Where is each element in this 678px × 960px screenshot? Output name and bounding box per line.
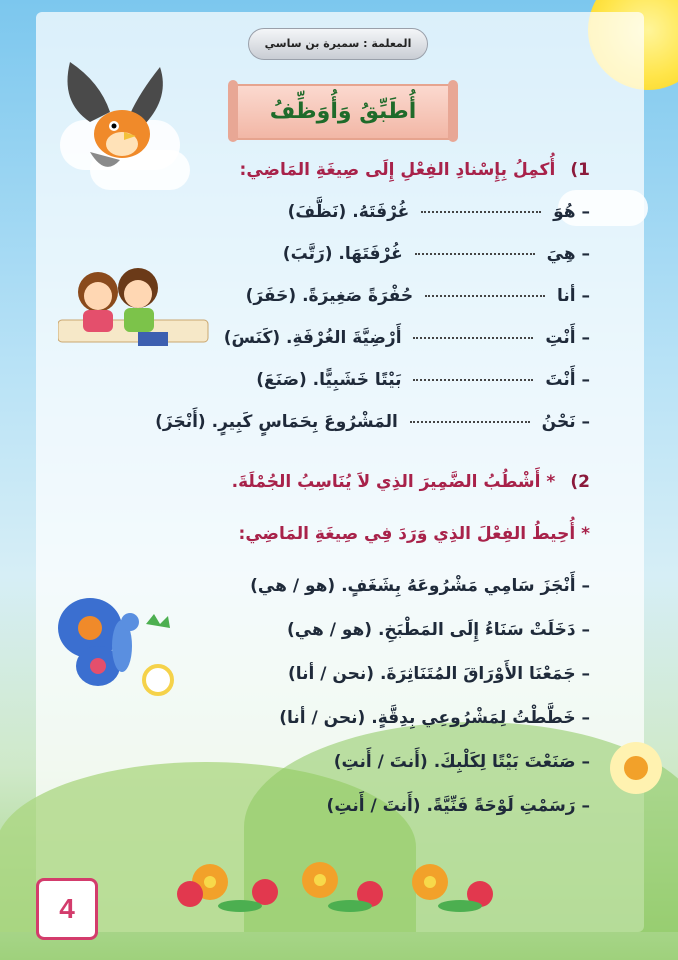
answer-blank[interactable] (425, 295, 545, 297)
daisy-decoration (604, 736, 668, 800)
section1-instruction: أُكمِلُ بِإِسْنادِ الفِعْلِ إِلَى صِيغَةِ المَاضِي: (239, 160, 556, 180)
answer-blank[interactable] (421, 211, 541, 213)
flowers-border-decoration (170, 842, 520, 922)
pronoun-label: – هُوَ (553, 202, 590, 222)
children-reading-illustration (58, 262, 218, 362)
pronoun-label: – أنا (556, 286, 590, 306)
page-title: أُطَبِّقُ وَأُوَظِّفُ (269, 99, 417, 124)
pronoun-label: – نَحْنُ (541, 412, 590, 432)
fill-line (256, 370, 590, 390)
pronoun-label: – هِيَ (546, 244, 590, 264)
answer-blank[interactable] (415, 253, 535, 255)
answer-blank[interactable] (413, 337, 533, 339)
pronoun-label: – أَنْتِ (545, 328, 590, 348)
pronoun-label: – أَنْتَ (545, 370, 590, 390)
sentence-rest: غُرْفَتَهُ. (نَظَّفَ) (287, 202, 410, 222)
section1-heading (240, 160, 590, 180)
answer-blank[interactable] (413, 379, 533, 381)
section2-heading (232, 472, 590, 492)
exercise-sentence[interactable]: – رَسَمْتِ لَوْحَةً فَنِّيَّةً. (أَنتَ / أَنتِ) (326, 796, 590, 816)
sentence-rest: أَرْضِيَّةَ الغُرْفَةِ. (كَنَسَ) (223, 328, 402, 348)
fill-line (246, 286, 590, 306)
page-number-badge: 4 (36, 878, 98, 940)
fill-line (288, 202, 590, 222)
section1-number: 1) (570, 160, 590, 180)
title-banner (236, 84, 450, 140)
teacher-name-badge: المعلمة : سميرة بن ساسي (248, 28, 428, 60)
exercise-sentence[interactable]: – أَنْجَزَ سَامِي مَشْرُوعَهُ بِشَغَفٍ. (هو / هي) (250, 576, 590, 596)
sentence-rest: غُرْفَتَهَا. (رَتَّبَ) (282, 244, 403, 264)
fill-line (283, 244, 590, 264)
exercise-sentence[interactable]: – صَنَعْتَ بَيْتًا لِكَلْبِكَ. (أَنتَ / أَنتِ) (333, 752, 590, 772)
section2-instruction: * أَشْطُبُ الضَّمِيرَ الذِي لاَ يُنَاسِبُ الجُمْلَةَ. (231, 472, 556, 492)
section2-subinstruction: * أُحِيطُ الفِعْلَ الذِي وَرَدَ فِي صِيغَةِ المَاضِي: (238, 524, 590, 544)
exercise-sentence[interactable]: – خَطَّطْتُ لِمَشْرُوعِي بِدِقَّةٍ. (نحن / أنا) (279, 708, 590, 728)
section2-number: 2) (570, 472, 590, 492)
exercise-sentence[interactable]: – دَخَلَتْ سَنَاءُ إِلَى المَطْبَخِ. (هو / هي) (287, 620, 590, 640)
bird-illustration (50, 52, 180, 182)
sentence-rest: المَشْرُوعَ بِحَمَاسٍ كَبِيرٍ. (أَنْجَزَ) (155, 412, 398, 432)
sentence-rest: حُفْرَةً صَغِيرَةً. (حَفَرَ) (245, 286, 414, 306)
fill-line (224, 328, 590, 348)
exercise-sentence[interactable]: – جَمَعْنَا الأَوْرَاقَ المُتَنَاثِرَةَ. (نحن / أنا) (287, 664, 590, 684)
butterfly-illustration (50, 588, 200, 698)
fill-line (155, 412, 590, 432)
sentence-rest: بَيْتًا خَشَبِيًّا. (صَنَعَ) (256, 370, 402, 390)
answer-blank[interactable] (410, 421, 530, 423)
